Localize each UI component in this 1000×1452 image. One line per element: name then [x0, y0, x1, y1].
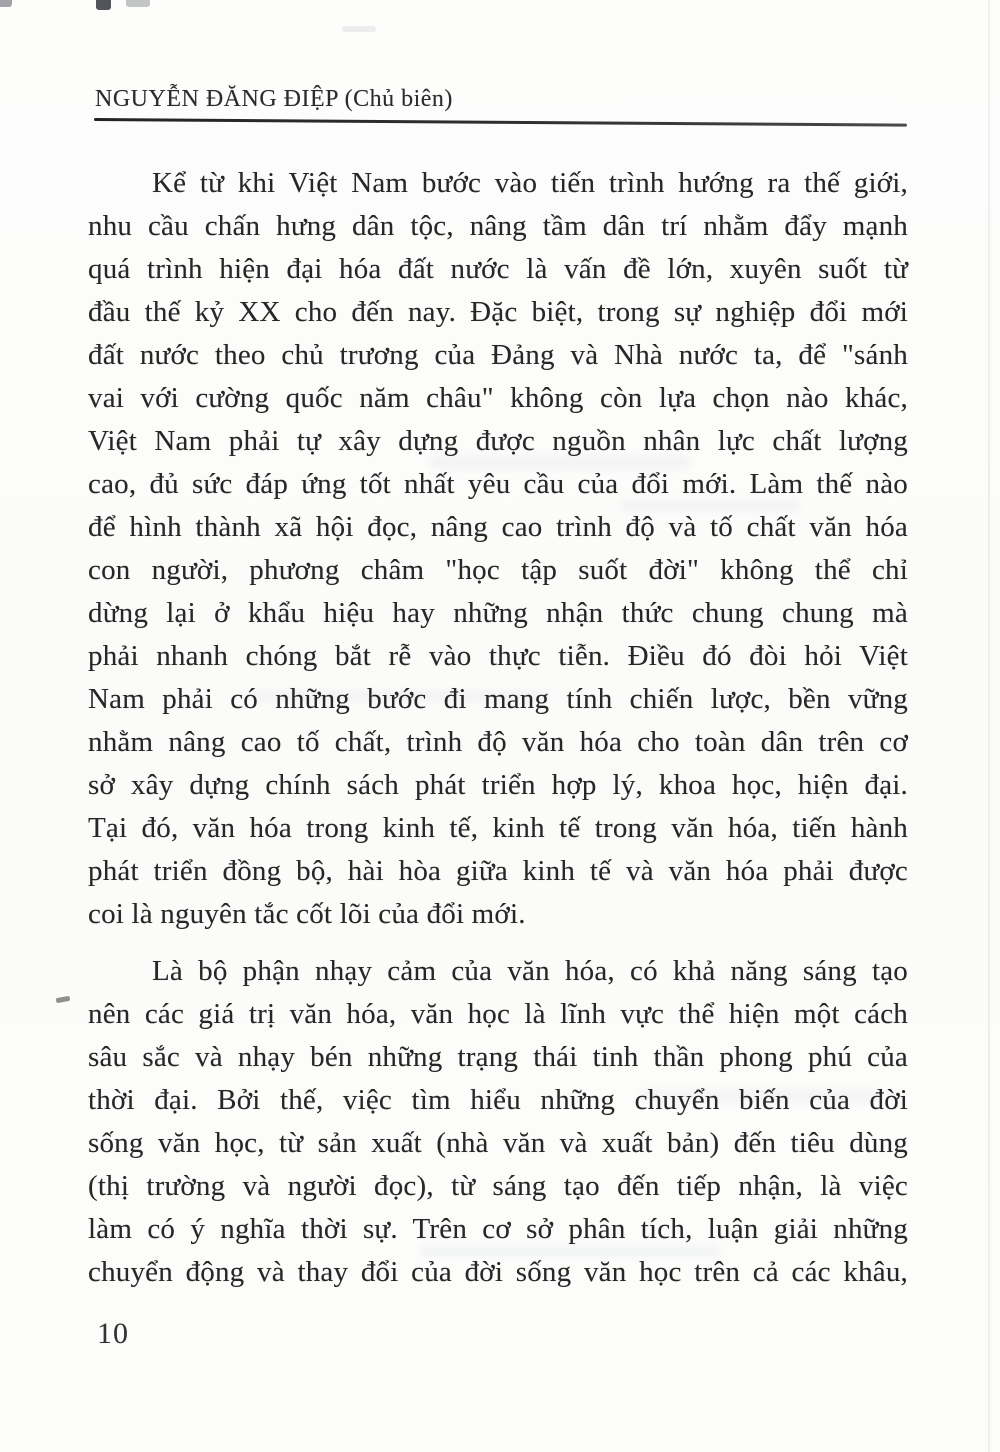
scan-artifact: [342, 26, 376, 32]
text-line: đầu thế kỷ XX cho đến nay. Đặc biệt, trong sự nghiệp đổi mới: [88, 296, 908, 328]
text-line: sống văn học, từ sản xuất (nhà văn và xuất bản) đến tiêu dùng: [88, 1127, 908, 1159]
text-line: sâu sắc và nhạy bén những trạng thái tinh thần phong phú của: [88, 1041, 908, 1073]
text-line: con người, phương châm "học tập suốt đời" không thể chỉ: [88, 554, 908, 586]
text-line: cao, đủ sức đáp ứng tốt nhất yêu cầu của đổi mới. Làm thế nào: [88, 468, 908, 500]
scan-artifact: [0, 0, 12, 7]
text-line: Kể từ khi Việt Nam bước vào tiến trình hướng ra thế giới,: [152, 167, 908, 199]
text-line: để hình thành xã hội đọc, nâng cao trình độ và tố chất văn hóa: [88, 511, 908, 543]
text-line: nhu cầu chấn hưng dân tộc, nâng tầm dân trí nhằm đẩy mạnh: [88, 210, 908, 242]
text-line: thời đại. Bởi thế, việc tìm hiểu những chuyển biến của đời: [88, 1084, 908, 1116]
scan-artifact: [96, 0, 111, 10]
paragraph: [88, 162, 908, 936]
text-line: phát triển đồng bộ, hài hòa giữa kinh tế và văn hóa phải được: [88, 855, 908, 887]
header-rule: [94, 118, 907, 127]
text-line: Là bộ phận nhạy cảm của văn hóa, có khả năng sáng tạo: [152, 955, 908, 987]
page-body: [88, 162, 908, 1294]
text-line: Nam phải có những bước đi mang tính chiến lược, bền vững: [88, 683, 908, 715]
text-line: làm có ý nghĩa thời sự. Trên cơ sở phân tích, luận giải những: [88, 1213, 908, 1245]
text-line: Tại đó, văn hóa trong kinh tế, kinh tế trong văn hóa, tiến hành: [88, 812, 908, 844]
scan-artifact: [56, 996, 71, 1003]
scan-edge-line: [988, 0, 990, 1452]
text-line: dừng lại ở khẩu hiệu hay những nhận thức chung chung mà: [88, 597, 908, 629]
scan-artifact: [126, 0, 150, 7]
text-line: nên các giá trị văn hóa, văn học là lĩnh vực thể hiện một cách: [88, 998, 908, 1030]
text-line: Việt Nam phải tự xây dựng được nguồn nhân lực chất lượng: [88, 425, 908, 457]
text-line: nhằm nâng cao tố chất, trình độ văn hóa cho toàn dân trên cơ: [88, 726, 908, 758]
running-header-author: NGUYỄN ĐĂNG ĐIỆP (Chủ biên): [95, 86, 453, 112]
paragraph: [88, 950, 908, 1294]
text-line: sở xây dựng chính sách phát triển hợp lý, khoa học, hiện đại.: [88, 769, 908, 801]
text-line: quá trình hiện đại hóa đất nước là vấn đề lớn, xuyên suốt từ: [88, 253, 908, 285]
page-number: 10: [97, 1317, 129, 1350]
text-line: coi là nguyên tắc cốt lõi của đổi mới.: [88, 898, 526, 930]
text-line: đất nước theo chủ trương của Đảng và Nhà nước ta, để "sánh: [88, 339, 908, 371]
text-line: phải nhanh chóng bắt rễ vào thực tiễn. Điều đó đòi hỏi Việt: [88, 640, 908, 672]
text-line: vai với cường quốc năm châu" không còn lựa chọn nào khác,: [88, 382, 908, 414]
text-line: chuyển động và thay đổi của đời sống văn học trên cả các khâu,: [88, 1256, 908, 1288]
text-line: (thị trường và người đọc), từ sáng tạo đến tiếp nhận, là việc: [88, 1170, 908, 1202]
